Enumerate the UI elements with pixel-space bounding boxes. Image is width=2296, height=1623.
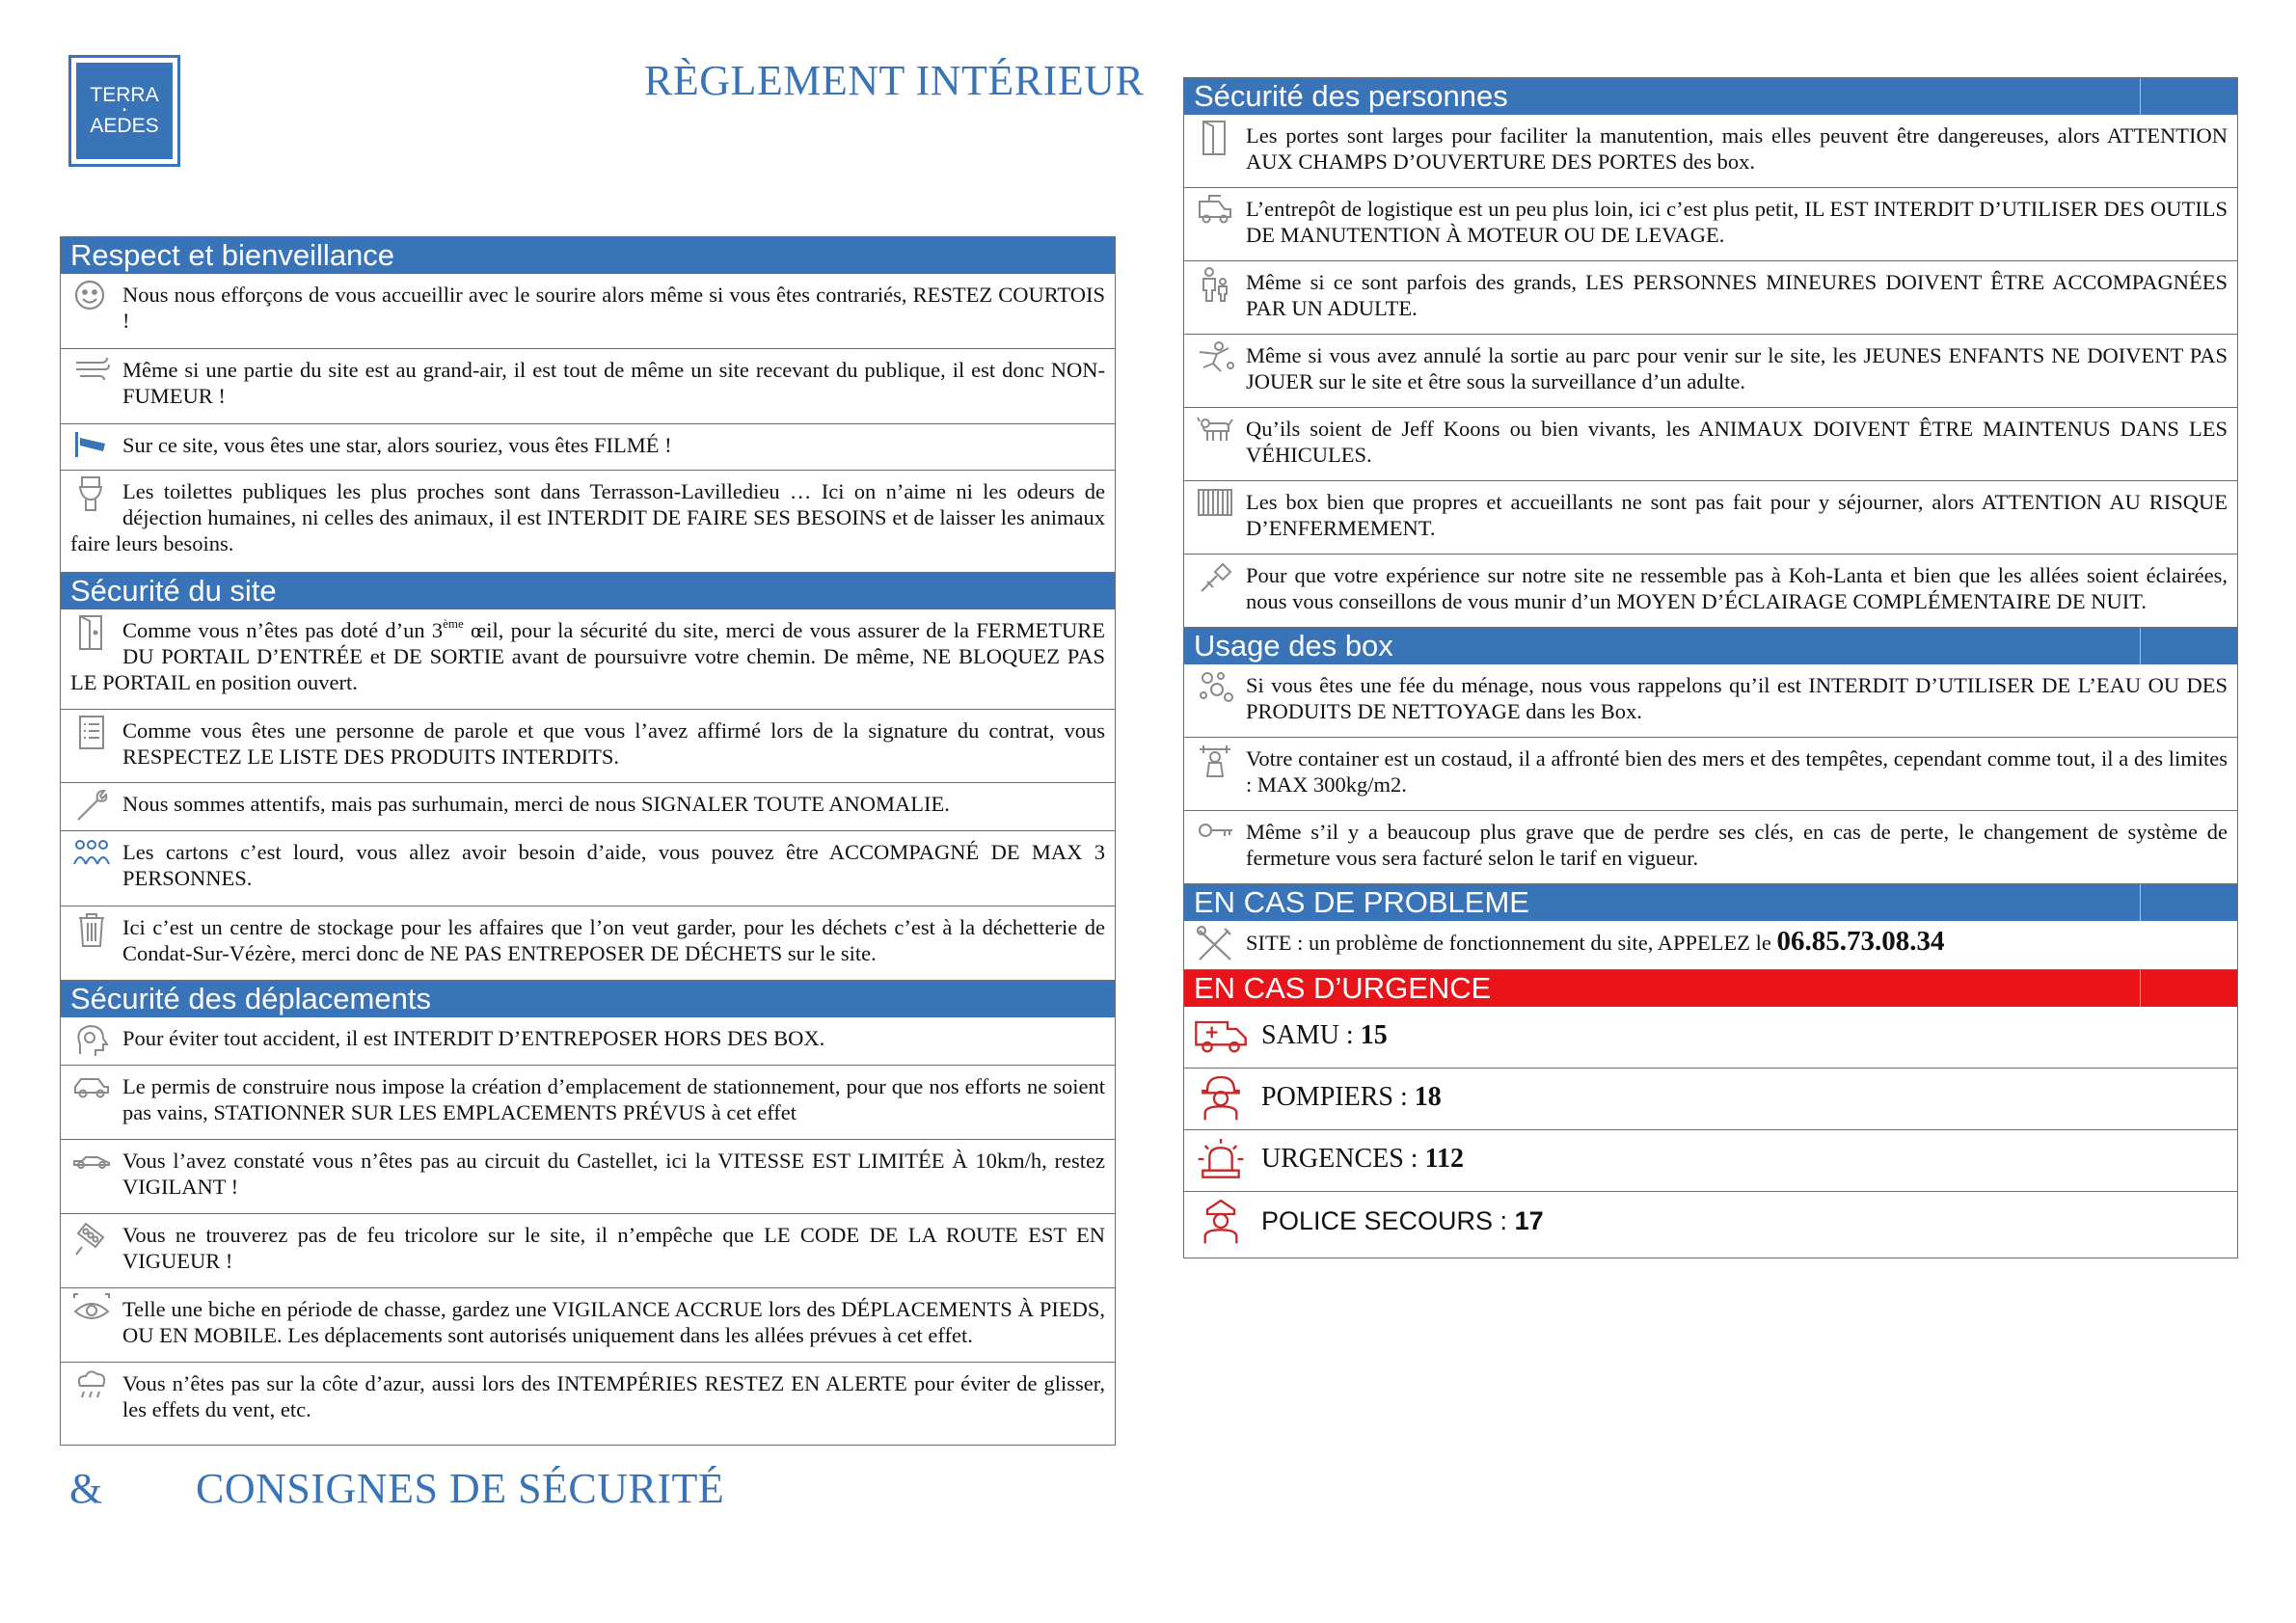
section-heading-probleme — [1184, 884, 2237, 921]
kid-playing-icon — [1194, 338, 1236, 377]
rule-text: Les portes sont larges pour faciliter la manutention, mais elles peuvent être dangereuses, alors ATTENTION AUX CHAMPS D’OUVERTURE DES PORTES des box. — [1246, 123, 2228, 174]
head-gear-icon — [70, 1021, 113, 1060]
rule-row — [61, 274, 1115, 349]
rule-row — [61, 1066, 1115, 1140]
rain-icon — [70, 1366, 113, 1405]
rule-text: Les toilettes publiques les plus proches sont dans Terrasson-Lavilledieu … Ici on n’aime ni les odeurs de déjection humaines, ni celles des animaux, il est INTERDIT DE FAIRE SES BESOINS et de laisser les animaux faire leurs besoins. — [70, 479, 1105, 555]
rule-text: Pour que votre expérience sur notre site ne ressemble pas à Koh-Lanta et bien que les allées soient éclairées, nous vous conseillons de vous munir d’un MOYEN D’ÉCLAIRAGE COMPLÉMENTAIRE DE NUIT. — [1246, 563, 2228, 613]
logo-line-2: AEDES — [90, 115, 159, 137]
rule-text: Même si une partie du site est au grand-air, il est tout de même un site recevant du publique, il est donc NON-FUMEUR ! — [122, 358, 1105, 408]
rule-text: Même si vous avez annulé la sortie au parc pour venir sur le site, les JEUNES ENFANTS NE DOIVENT PAS JOUER sur le site et être sous la surveillance d’un adulte. — [1246, 343, 2228, 393]
emergency-number[interactable]: 112 — [1424, 1144, 1465, 1174]
rule-text: Sur ce site, vous êtes une star, alors souriez, vous êtes FILMÉ ! — [122, 433, 672, 457]
rule-row — [61, 831, 1115, 906]
emergency-label: URGENCES : — [1261, 1144, 1425, 1174]
section-heading-text: EN CAS DE PROBLEME — [1194, 885, 1529, 919]
rule-row — [61, 424, 1115, 471]
rule-row — [1184, 921, 2237, 970]
rule-text-part: Comme vous n’êtes pas doté d’un 3 — [122, 618, 444, 642]
rule-text: Qu’ils soient de Jeff Koons ou bien vivants, les ANIMAUX DOIVENT ÊTRE MAINTENUS DANS LES VÉHICULES. — [1246, 417, 2228, 467]
left-rules-table — [60, 236, 1116, 1446]
rule-text: Vous l’avez constaté vous n’êtes pas au circuit du Castellet, ici la VITESSE EST LIMITÉE À 10km/h, restez VIGILANT ! — [122, 1149, 1105, 1199]
weight-icon — [1194, 742, 1236, 780]
rule-row — [1184, 738, 2237, 811]
emergency-row-samu — [1184, 1007, 2237, 1068]
rule-text: Telle une biche en période de chasse, gardez une VIGILANCE ACCRUE lors des DÉPLACEMENTS À PIEDS, OU EN MOBILE. Les déplacements sont autorisés uniquement dans les allées prévues à cet effet. — [122, 1297, 1105, 1347]
child-icon — [1194, 265, 1236, 304]
rule-row — [61, 1363, 1115, 1436]
trash-icon — [70, 910, 113, 949]
emergency-row-urgences — [1184, 1130, 2237, 1192]
title-ampersand: & — [69, 1465, 103, 1512]
rule-row — [1184, 261, 2237, 335]
eye-icon — [70, 1292, 113, 1331]
race-car-icon — [70, 1144, 113, 1182]
group-icon — [70, 835, 113, 874]
section-heading-text: Sécurité des personnes — [1194, 79, 1508, 113]
section-heading-urgence — [1184, 970, 2237, 1007]
bubbles-icon — [1194, 668, 1236, 707]
toilet-icon — [70, 474, 113, 513]
section-heading-site: Sécurité du site — [61, 573, 1115, 609]
emergency-number[interactable]: 17 — [1514, 1206, 1544, 1235]
section-heading-deplacements: Sécurité des déplacements — [61, 981, 1115, 1017]
section-heading-personnes — [1184, 78, 2237, 115]
key-icon — [1194, 815, 1236, 853]
rule-text: Comme vous êtes une personne de parole et que vous l’avez affirmé lors de la signature du contrat, vous RESPECTEZ LE LISTE DES PRODUITS INTERDITS. — [122, 718, 1105, 769]
door-icon — [1194, 119, 1236, 157]
rule-text — [70, 618, 1105, 694]
rule-row — [1184, 188, 2237, 261]
right-rules-table — [1183, 77, 2238, 1258]
rule-row — [61, 609, 1115, 710]
rule-row — [61, 349, 1115, 424]
emergency-label: POLICE SECOURS : — [1261, 1206, 1515, 1235]
camera-icon — [70, 428, 113, 467]
rule-text: Nous nous efforçons de vous accueillir avec le sourire alors même si vous êtes contrariés, RESTEZ COURTOIS ! — [122, 283, 1105, 333]
rule-text — [1246, 926, 1945, 957]
rule-text: Pour éviter tout accident, il est INTERDIT D’ENTREPOSER HORS DES BOX. — [122, 1026, 825, 1050]
smiley-icon — [70, 278, 113, 316]
rule-row — [1184, 555, 2237, 628]
section-heading-usage — [1184, 628, 2237, 664]
door-icon — [70, 613, 113, 652]
emergency-label: SAMU : — [1261, 1020, 1361, 1050]
smoke-icon — [70, 353, 113, 392]
forklift-icon — [1194, 192, 1236, 230]
rule-text: Vous n’êtes pas sur la côte d’azur, aussi lors des INTEMPÉRIES RESTEZ EN ALERTE pour éviter de glisser, les effets du vent, etc. — [122, 1371, 1105, 1421]
rule-text: Ici c’est un centre de stockage pour les affaires que l’on veut garder, pour les déchets c’est à la déchetterie de Condat-Sur-Vézère, merci donc de NE PAS ENTREPOSER DE DÉCHETS sur le site. — [122, 915, 1105, 965]
rule-row — [1184, 408, 2237, 481]
rule-row — [1184, 664, 2237, 738]
wrench-icon — [70, 787, 113, 825]
rule-text: Nous sommes attentifs, mais pas surhumain, merci de nous SIGNALER TOUTE ANOMALIE. — [122, 792, 950, 816]
section-heading-text: Usage des box — [1194, 629, 1393, 663]
rule-row — [1184, 811, 2237, 884]
rule-row — [1184, 335, 2237, 408]
terra-aedes-logo — [68, 55, 180, 167]
rule-text-superscript: ème — [443, 616, 464, 631]
car-icon — [70, 1069, 113, 1108]
logo-line-1: TERRA — [90, 84, 159, 106]
rule-row — [61, 471, 1115, 573]
flashlight-icon — [1194, 558, 1236, 597]
firefighter-icon — [1194, 1074, 1248, 1121]
emergency-number[interactable]: 18 — [1414, 1082, 1442, 1112]
rule-text: Si vous êtes une fée du ménage, nous vous rappelons qu’il est INTERDIT D’UTILISER DE L’EAU OU DES PRODUITS DE NETTOYAGE dans les Box. — [1246, 673, 2228, 723]
support-phone-number[interactable]: 06.85.73.08.34 — [1776, 926, 1945, 957]
rule-row — [61, 1017, 1115, 1066]
section-heading-text: EN CAS D’URGENCE — [1194, 971, 1492, 1005]
section-heading-respect: Respect et bienveillance — [61, 237, 1115, 274]
page-title: RÈGLEMENT INTÉRIEUR — [644, 57, 1145, 104]
rule-text: Même si ce sont parfois des grands, LES PERSONNES MINEURES DOIVENT ÊTRE ACCOMPAGNÉES PAR UN ADULTE. — [1246, 270, 2228, 320]
rule-text: Votre container est un costaud, il a affronté bien des mers et des tempêtes, cependant comme tout, il a des limites : MAX 300kg/m2. — [1246, 746, 2228, 797]
rule-row — [61, 906, 1115, 981]
page-subtitle: CONSIGNES DE SÉCURITÉ — [196, 1465, 725, 1512]
rule-row — [61, 710, 1115, 783]
ambulance-icon — [1194, 1013, 1248, 1059]
traffic-light-icon — [70, 1218, 113, 1257]
rule-text: Les box bien que propres et accueillants ne sont pas fait pour y séjourner, alors ATTENTION AU RISQUE D’ENFERMEMENT. — [1246, 490, 2228, 540]
rule-text: Vous ne trouverez pas de feu tricolore sur le site, il n’empêche que LE CODE DE LA ROUTE EST EN VIGUEUR ! — [122, 1223, 1105, 1273]
rule-row — [61, 783, 1115, 831]
rule-row — [61, 1214, 1115, 1288]
rule-text: L’entrepôt de logistique est un peu plus loin, ici c’est plus petit, IL EST INTERDIT D’UTILISER DES OUTILS DE MANUTENTION À MOTEUR OU DE LEVAGE. — [1246, 197, 2228, 247]
rule-row — [61, 1140, 1115, 1214]
box-unit-icon — [1194, 485, 1236, 524]
emergency-label: POMPIERS : — [1261, 1082, 1415, 1112]
dog-icon — [1194, 412, 1236, 450]
checklist-icon — [70, 714, 113, 752]
rule-row — [1184, 481, 2237, 555]
siren-icon — [1194, 1136, 1248, 1182]
rule-row — [1184, 115, 2237, 188]
rule-text-part: SITE : un problème de fonctionnement du site, APPELEZ le — [1246, 931, 1777, 955]
tools-icon — [1194, 925, 1236, 963]
rule-row — [61, 1288, 1115, 1363]
rule-text: Le permis de construire nous impose la création d’emplacement de stationnement, pour que nos efforts ne soient pas vains, STATIONNER SUR LES EMPLACEMENTS PRÉVUS à cet effet — [122, 1074, 1105, 1124]
rule-text: Les cartons c’est lourd, vous allez avoir besoin d’aide, vous pouvez être ACCOMPAGNÉ DE MAX 3 PERSONNES. — [122, 840, 1105, 890]
logo-dot: • — [122, 105, 126, 116]
rule-text: Même s’il y a beaucoup plus grave que de perdre ses clés, en cas de perte, le changement de système de fermeture vous sera facturé selon le tarif en vigueur. — [1246, 820, 2228, 870]
rule-text-part: œil, pour la sécurité du site, merci de vous assurer de la FERMETURE DU PORTAIL D’ENTRÉE et DE SORTIE avant de poursuivre votre chemin. De même, NE BLOQUEZ PAS LE PORTAIL en position ouvert. — [70, 618, 1105, 694]
emergency-row-pompiers — [1184, 1068, 2237, 1130]
police-icon — [1194, 1198, 1248, 1244]
emergency-row-police — [1184, 1192, 2237, 1254]
emergency-number[interactable]: 15 — [1360, 1020, 1388, 1050]
